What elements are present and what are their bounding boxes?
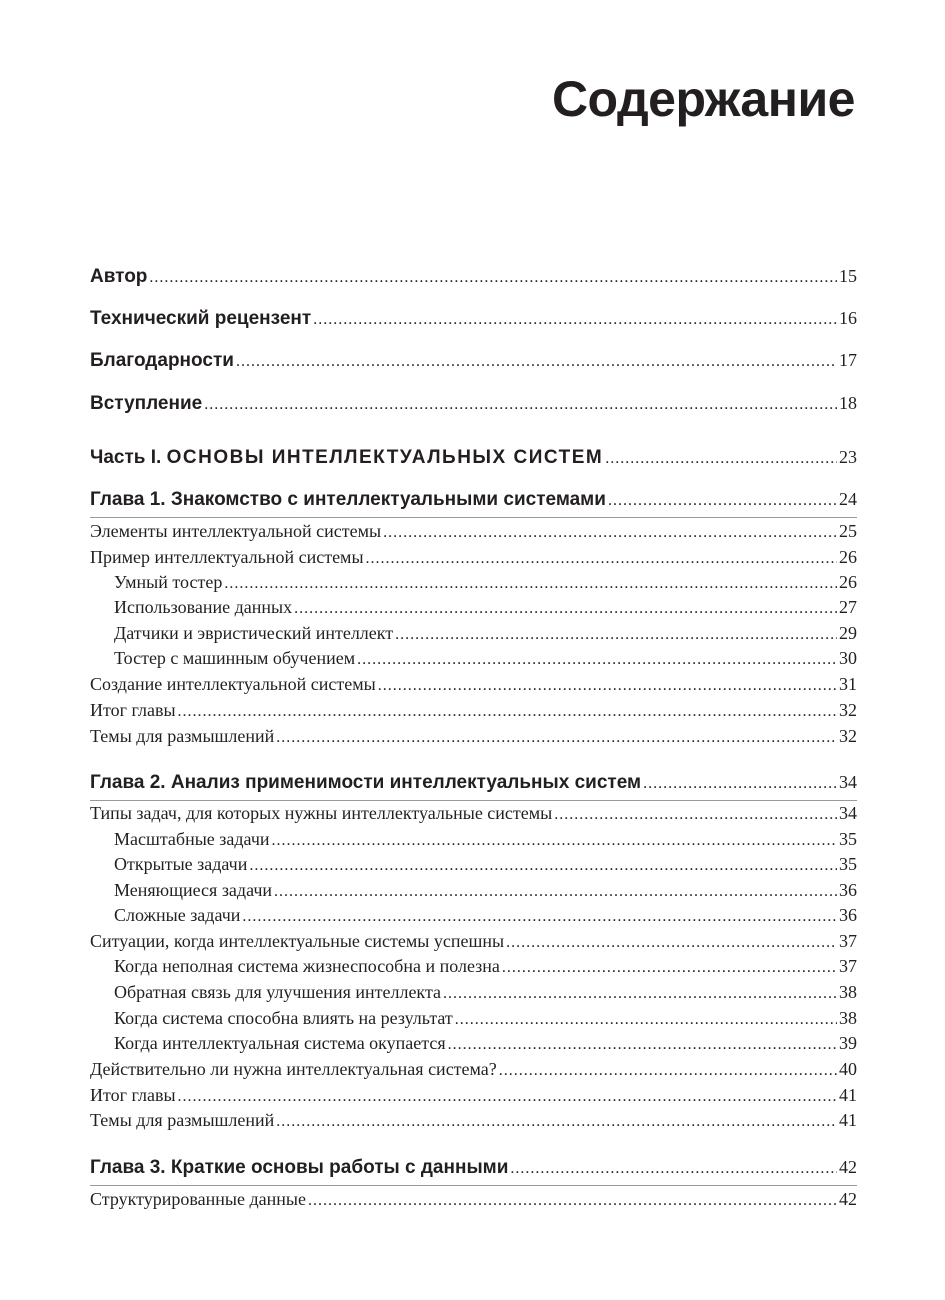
toc-page-number: 31: [839, 674, 857, 694]
toc-entry-label: Действительно ли нужна интеллектуальная система?: [90, 1059, 497, 1079]
toc-subentry[interactable]: [90, 854, 857, 875]
toc-entry-label: Датчики и эвристический интеллект: [114, 623, 394, 643]
dot-leader: [236, 353, 837, 371]
toc-entry-label: Темы для размышлений: [90, 1110, 275, 1130]
toc-entry-label: Когда система способна влиять на результат: [114, 1008, 453, 1028]
toc-subentry[interactable]: [90, 829, 857, 850]
toc-page-number: 42: [839, 1157, 857, 1177]
toc-entry-label: Автор: [90, 266, 148, 287]
dot-leader: [448, 1036, 837, 1054]
toc-page-number: 26: [839, 547, 857, 567]
toc-entry[interactable]: [90, 521, 857, 542]
dot-leader: [308, 1192, 837, 1210]
toc-page-number: 34: [839, 772, 857, 792]
toc-entry-label: Умный тостер: [114, 572, 223, 592]
dot-leader: [443, 985, 837, 1003]
toc-entry[interactable]: [90, 803, 857, 824]
toc-entry-label: Когда интеллектуальная система окупается: [114, 1033, 446, 1053]
toc-entry[interactable]: [90, 1110, 857, 1131]
toc-page-number: 24: [839, 489, 857, 509]
toc-chapter-1[interactable]: [90, 489, 857, 511]
toc-page-number: 37: [839, 956, 857, 976]
toc-entry-label: Вступление: [90, 393, 203, 414]
dot-leader: [149, 269, 837, 287]
toc-entry-label: Структурированные данные: [90, 1189, 306, 1209]
toc-chapter-label: Глава 1. Знакомство с интеллектуальными системами: [90, 489, 606, 510]
dot-leader: [506, 934, 837, 952]
dot-leader: [276, 1113, 837, 1131]
toc-subentry[interactable]: [90, 1008, 857, 1029]
toc-entry-label: Итог главы: [90, 1085, 176, 1105]
toc-entry-label: Элементы интеллектуальной системы: [90, 521, 382, 541]
dot-leader: [608, 492, 837, 510]
toc-entry-introduction[interactable]: [90, 393, 857, 415]
toc-page-number: 38: [839, 982, 857, 1002]
toc-entry-label: Создание интеллектуальной системы: [90, 674, 376, 694]
page-title: Содержание: [551, 71, 855, 127]
dot-leader: [605, 450, 837, 468]
toc-entry-label: Сложные задачи: [114, 905, 241, 925]
dot-leader: [510, 1160, 837, 1178]
dot-leader: [272, 832, 837, 850]
dot-leader: [383, 524, 837, 542]
toc-page-number: 30: [839, 648, 857, 668]
toc-chapter-label: Глава 3. Краткие основы работы с данными: [90, 1157, 509, 1178]
toc-entry[interactable]: [90, 547, 857, 568]
toc-page-number: 40: [839, 1059, 857, 1079]
part-prefix: Часть I.: [90, 447, 162, 468]
toc-page-number: 36: [839, 905, 857, 925]
toc-entry-acknowledgements[interactable]: [90, 350, 857, 372]
toc-entry-label: Когда неполная система жизнеспособна и полезна: [114, 956, 500, 976]
toc-page-number: 27: [839, 597, 857, 617]
dot-leader: [366, 550, 837, 568]
toc-page-number: 17: [839, 350, 857, 370]
dot-leader: [499, 1062, 837, 1080]
toc-entry-label: Тостер с машинным обучением: [114, 648, 356, 668]
dot-leader: [276, 729, 837, 747]
chapter-divider: [90, 1185, 857, 1186]
toc-entry[interactable]: [90, 931, 857, 952]
toc-subentry[interactable]: [90, 956, 857, 977]
toc-page-number: 36: [839, 880, 857, 900]
toc-page-number: 16: [839, 308, 857, 328]
toc-entry[interactable]: [90, 726, 857, 747]
toc-page-number: 35: [839, 829, 857, 849]
dot-leader: [357, 651, 837, 669]
toc-page-number: 42: [839, 1189, 857, 1209]
toc-entry-label: Обратная связь для улучшения интеллекта: [114, 982, 442, 1002]
dot-leader: [224, 575, 837, 593]
dot-leader: [643, 775, 837, 793]
toc-subentry[interactable]: [90, 880, 857, 901]
toc-page-number: 18: [839, 393, 857, 413]
toc-page-number: 25: [839, 521, 857, 541]
toc-page-number: 41: [839, 1085, 857, 1105]
dot-leader: [455, 1011, 837, 1029]
chapter-divider: [90, 517, 857, 518]
toc-page-number: 37: [839, 931, 857, 951]
toc-entry[interactable]: [90, 1085, 857, 1106]
toc-entry-reviewer[interactable]: [90, 308, 857, 330]
dot-leader: [378, 677, 837, 695]
toc-entry-label: Использование данных: [114, 597, 293, 617]
toc-entry-label: Темы для размышлений: [90, 726, 275, 746]
toc-subentry[interactable]: [90, 572, 857, 593]
toc-chapter-3[interactable]: [90, 1157, 857, 1179]
toc-page-number: 41: [839, 1110, 857, 1130]
dot-leader: [178, 703, 837, 721]
dot-leader: [204, 396, 837, 414]
toc-entry-label: Меняющиеся задачи: [114, 880, 273, 900]
dot-leader: [249, 857, 837, 875]
toc-chapter-2[interactable]: [90, 772, 857, 794]
toc-page-number: 38: [839, 1008, 857, 1028]
toc-entry-label: Масштабные задачи: [114, 829, 270, 849]
toc-entry[interactable]: [90, 700, 857, 721]
toc-page-number: 15: [839, 266, 857, 286]
dot-leader: [502, 959, 837, 977]
toc-subentry[interactable]: [90, 905, 857, 926]
part-title: ОСНОВЫ ИНТЕЛЛЕКТУАЛЬНЫХ СИСТЕМ: [166, 447, 604, 468]
toc-page-number: 39: [839, 1033, 857, 1053]
toc-subentry[interactable]: [90, 597, 857, 618]
dot-leader: [294, 600, 837, 618]
toc-entry-label: Пример интеллектуальной системы: [90, 547, 364, 567]
toc-entry[interactable]: [90, 674, 857, 695]
dot-leader: [554, 806, 837, 824]
dot-leader: [274, 883, 837, 901]
dot-leader: [178, 1088, 837, 1106]
dot-leader: [242, 908, 837, 926]
toc-entry-label: Благодарности: [90, 350, 234, 371]
toc-subentry[interactable]: [90, 982, 857, 1003]
dot-leader: [313, 311, 837, 329]
toc-page-number: 34: [839, 803, 857, 823]
toc-chapter-label: Глава 2. Анализ применимости интеллектуальных систем: [90, 772, 642, 793]
chapter-divider: [90, 800, 857, 801]
toc-part-1[interactable]: [90, 447, 857, 469]
toc-entry-label: Ситуации, когда интеллектуальные системы успешны: [90, 931, 505, 951]
toc-page-number: 35: [839, 854, 857, 874]
toc-subentry[interactable]: [90, 648, 857, 669]
toc-entry[interactable]: [90, 1189, 857, 1210]
toc-entry-author[interactable]: [90, 266, 857, 288]
toc-entry-label: Технический рецензент: [90, 308, 312, 329]
toc-entry-label: Итог главы: [90, 700, 176, 720]
toc-page-number: 26: [839, 572, 857, 592]
toc-entry[interactable]: [90, 1059, 857, 1080]
toc-subentry[interactable]: [90, 623, 857, 644]
toc-subentry[interactable]: [90, 1033, 857, 1054]
toc-page-number: 32: [839, 726, 857, 746]
toc-page-number: 23: [839, 447, 857, 467]
toc-part-label: [90, 447, 603, 469]
toc-entry-label: Открытые задачи: [114, 854, 248, 874]
dot-leader: [395, 626, 837, 644]
toc-entry-label: Типы задач, для которых нужны интеллектуальные системы: [90, 803, 553, 823]
toc-page-number: 29: [839, 623, 857, 643]
toc-page-number: 32: [839, 700, 857, 720]
